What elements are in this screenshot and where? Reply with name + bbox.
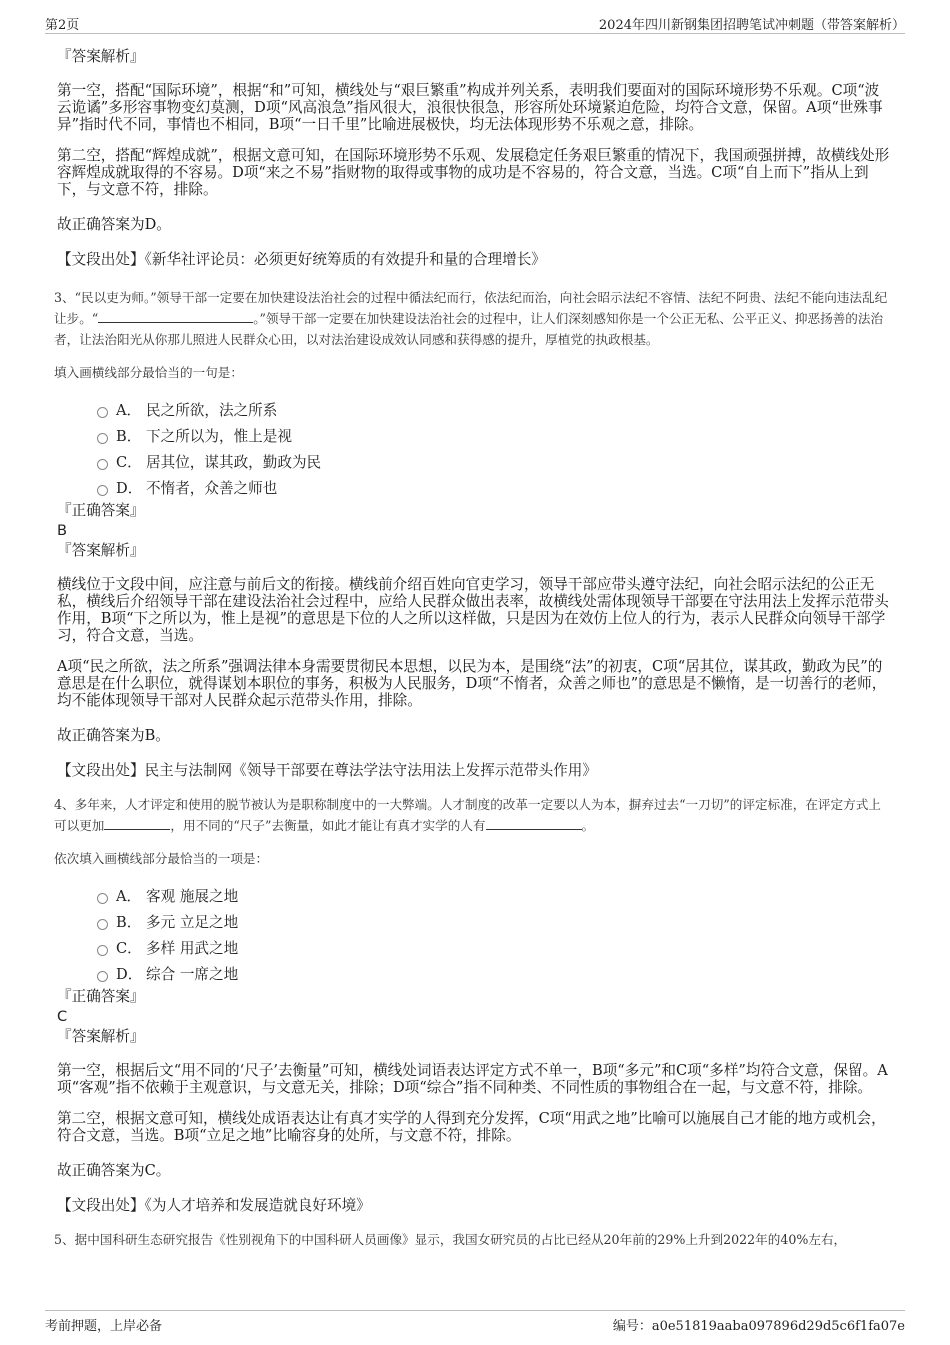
option-text: 不惰者，众善之师也 <box>146 479 278 497</box>
q2-analysis-label: 『答案解析』 <box>57 48 145 65</box>
page-number: 第2页 <box>45 18 80 33</box>
q3-analysis-para1: 横线位于文段中间，应注意与前后文的衔接。横线前介绍百姓向官吏学习，领导干部应带头遵守法纪，向社会昭示法纪的公正无私，横线后介绍领导干部在建设法治社会过程中，应给人民群众做出表率，故横线处需体现领导干部要在守法用法上发挥示范带头作用，B项“下之所以为，惟上是视”的意思是下位的人之所以这样做，只是因为在效仿上位人的行为，表示人民群众向领导干部学习，符合文意，当选。 <box>57 576 889 644</box>
option-text: 综合 一席之地 <box>146 965 239 983</box>
q4-correct-answer: C <box>57 1008 68 1025</box>
q3-options <box>97 396 892 500</box>
q4-option-d[interactable] <box>97 960 892 986</box>
option-text: 客观 施展之地 <box>146 887 239 905</box>
option-text: 民之所欲，法之所系 <box>146 401 278 419</box>
q4-stem-part2: ，用不同的“尺子”去衡量，如此才能让有真才实学的人有 <box>170 818 486 833</box>
q4-analysis-para2: 第二空，根据文意可知，横线处成语表达让有真才实学的人得到充分发挥，C项“用武之地”比喻可以施展自己才能的地方或机会，符合文意，当选。B项“立足之地”比喻容身的处所，与文意不符，排除。 <box>57 1110 886 1144</box>
option-letter: D． <box>116 479 143 497</box>
document-title: 2024年四川新钢集团招聘笔试冲刺题（带答案解析） <box>598 18 905 33</box>
option-letter: C． <box>116 453 142 471</box>
q2-analysis-para2: 第二空，搭配“辉煌成就”，根据文意可知，在国际环境形势不乐观、发展稳定任务艰巨繁重的情况下，我国顽强拼搏，故横线处形容辉煌成就取得的不容易。D项“来之不易”指财物的取得或事物的成功是不容易的，符合文意，当选。C项“自上而下”指从上到下，与文意不符，排除。 <box>57 147 890 198</box>
radio-icon[interactable] <box>97 459 108 470</box>
q3-analysis-label: 『答案解析』 <box>57 542 145 559</box>
page-footer <box>45 1310 905 1336</box>
q4-correct-label: 『正确答案』 <box>57 988 145 1005</box>
q4-option-c[interactable] <box>97 934 892 960</box>
q2-analysis-para1: 第一空，搭配“国际环境”，根据“和”可知，横线处与“艰巨繁重”构成并列关系，表明我们要面对的国际环境形势不乐观。C项“波云诡谲”多形容事物变幻莫测，D项“风高浪急”指风很大，浪很快很急，形容所处环境紧迫危险，均符合文意，保留。A项“世殊事异”指时代不同，事情也不相同，B项“一日千里”比喻进展极快，均无法体现形势不乐观之意，排除。 <box>57 82 883 133</box>
radio-icon[interactable] <box>97 945 108 956</box>
q4-analysis-label: 『答案解析』 <box>57 1028 145 1045</box>
radio-icon[interactable] <box>97 407 108 418</box>
q3-option-a[interactable] <box>97 396 892 422</box>
q2-source: 【文段出处】《新华社评论员：必须更好统筹质的有效提升和量的合理增长》 <box>57 251 546 268</box>
q4-blank-2 <box>486 818 582 830</box>
q3-option-c[interactable] <box>97 448 892 474</box>
footer-slogan: 考前押题，上岸必备 <box>45 1319 163 1334</box>
radio-icon[interactable] <box>97 971 108 982</box>
q3-conclusion: 故正确答案为B。 <box>57 727 170 744</box>
option-text: 多样 用武之地 <box>146 939 239 957</box>
document-id: 编号：a0e51819aaba097896d29d5c6f1fa07e <box>612 1319 905 1334</box>
q3-analysis-para2: A项“民之所欲，法之所系”强调法律本身需要贯彻民本思想，以民为本，是围绕“法”的初衷，C项“居其位，谋其政，勤政为民”的意思是在什么职位，就得谋划本职位的事务，积极为人民服务，D项“不惰者，众善之师也”的意思是不懒惰，是一切善行的老师，均不能体现领导干部对人民群众起示范带头作用，排除。 <box>57 658 887 709</box>
q3-stem <box>54 287 892 350</box>
q3-stem-part2: 。”领导干部一定要在加快建设法治社会的过程中，让人们深刻感知你是一个公正无私、公平正义、抑恶扬善的法治者，让法治阳光从你那儿照进人民群众心田，以对法治建设成效认同感和获得感的提升，厚植党的执政根基。 <box>54 311 884 347</box>
radio-icon[interactable] <box>97 919 108 930</box>
q4-prompt: 依次填入画横线部分最恰当的一项是： <box>54 851 269 866</box>
radio-icon[interactable] <box>97 893 108 904</box>
q3-stem-part1: 3、“民以吏为师。”领导干部一定要在加快建设法治社会的过程中循法纪而行，依法纪而治，向社会昭示法纪不容情、法纪不阿贵、法纪不能向违法乱纪让步。“ <box>54 290 888 326</box>
radio-icon[interactable] <box>97 485 108 496</box>
q3-prompt: 填入画横线部分最恰当的一句是： <box>54 365 243 380</box>
q4-option-a[interactable] <box>97 882 892 908</box>
q3-option-b[interactable] <box>97 422 892 448</box>
q4-stem <box>54 794 892 836</box>
q4-options <box>97 882 892 986</box>
option-letter: D． <box>116 965 143 983</box>
radio-icon[interactable] <box>97 433 108 444</box>
option-letter: C． <box>116 939 142 957</box>
q4-option-b[interactable] <box>97 908 892 934</box>
q4-source: 【文段出处】《为人才培养和发展造就良好环境》 <box>57 1197 371 1214</box>
option-letter: B． <box>116 427 142 445</box>
option-letter: A． <box>116 887 142 905</box>
q4-analysis-para1: 第一空，根据后文“用不同的‘尺子’去衡量”可知，横线处词语表达评定方式不单一，B项“多元”和C项“多样”均符合文意，保留。A项“客观”指不依赖于主观意识，与文意无关，排除；D项“综合”指不同种类、不同性质的事物组合在一起，与文意不符，排除。 <box>57 1062 888 1096</box>
q5-stem: 5、据中国科研生态研究报告《性别视角下的中国科研人员画像》显示，我国女研究员的占比已经从20年前的29%上升到2022年的40%左右， <box>54 1232 847 1247</box>
main-content <box>54 46 892 1250</box>
q3-option-d[interactable] <box>97 474 892 500</box>
option-text: 下之所以为，惟上是视 <box>146 427 292 445</box>
q3-correct-answer: B <box>57 522 68 539</box>
q2-conclusion: 故正确答案为D。 <box>57 216 171 233</box>
q4-conclusion: 故正确答案为C。 <box>57 1162 171 1179</box>
option-letter: B． <box>116 913 142 931</box>
q3-source: 【文段出处】民主与法制网《领导干部要在尊法学法守法用法上发挥示范带头作用》 <box>57 762 597 779</box>
page-header <box>45 12 905 34</box>
q4-stem-part3: 。 <box>581 818 595 833</box>
q3-correct-label: 『正确答案』 <box>57 502 145 519</box>
option-text: 居其位，谋其政，勤政为民 <box>146 453 322 471</box>
q4-stem-part1: 4、多年来，人才评定和使用的脱节被认为是职称制度中的一大弊端。人才制度的改革一定要以人为本，摒弃过去“一刀切”的评定标准，在评定方式上可以更加 <box>54 797 881 833</box>
option-text: 多元 立足之地 <box>146 913 239 931</box>
q3-blank <box>98 311 253 323</box>
option-letter: A． <box>116 401 142 419</box>
q4-blank-1 <box>104 818 170 830</box>
